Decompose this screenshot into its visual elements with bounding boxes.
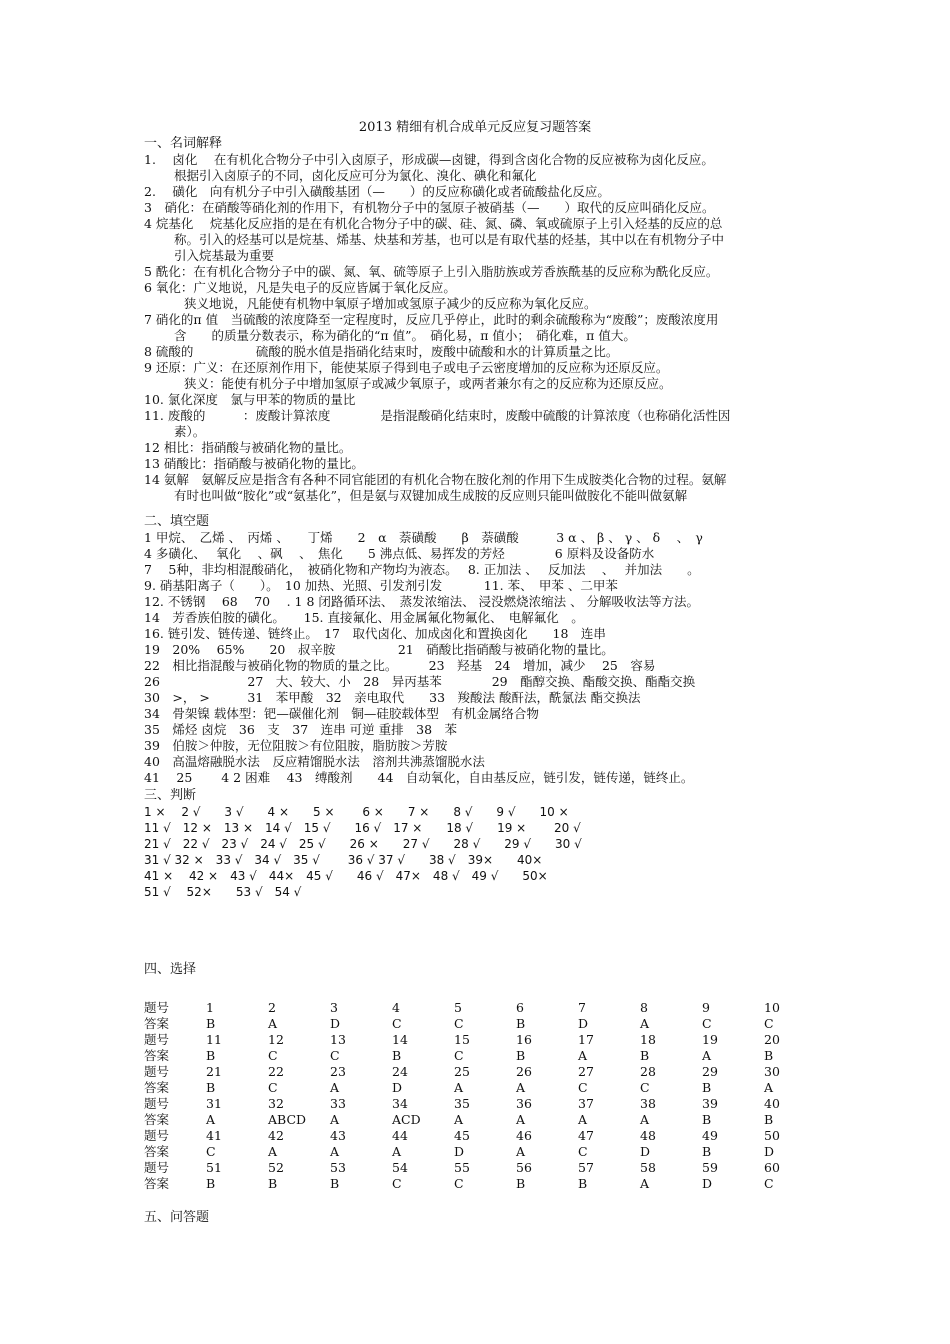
table-cell: D (330, 1016, 341, 1031)
definition-line: 14 氨解 氨解反应是指含有各种不同官能团的有机化合物在胺化剂的作用下生成胺类化合物的过程。氨解 (144, 472, 727, 487)
table-cell: 59 (702, 1160, 718, 1175)
definition-line: 13 硝酸比：指硝酸与被硝化物的量比。 (144, 456, 364, 471)
definition-line: 7 硝化的π 值 当硫酸的浓度降至一定程度时，反应几乎停止，此时的剩余硫酸称为“废酸”；废酸浓度用 (144, 312, 719, 327)
table-cell: B (392, 1048, 402, 1063)
definition-line: 称。引入的烃基可以是烷基、烯基、炔基和芳基，也可以是有取代基的烃基，其中以在有机物分子中 (174, 232, 725, 247)
row-label: 题号 (144, 1000, 170, 1015)
answer-line: 22 相比指混酸与被硝化物的物质的量之比。 23 羟基 24 增加，减少 25 容易 (144, 658, 656, 673)
table-cell: B (702, 1144, 712, 1159)
definition-line: 含 的质量分数表示，称为硝化的“π 值”。 硝化易，π 值小； 硝化难，π 值大。 (174, 328, 636, 343)
table-cell: 27 (578, 1064, 594, 1079)
answer-line: 39 伯胺＞仲胺，无位阻胺＞有位阻胺，脂肪胺＞芳胺 (144, 738, 448, 753)
table-cell: D (702, 1176, 713, 1191)
table-cell: C (206, 1144, 216, 1159)
table-cell: A (764, 1080, 774, 1095)
row-label: 题号 (144, 1064, 170, 1079)
section-heading: 五、问答题 (144, 1210, 210, 1225)
row-label: 题号 (144, 1032, 170, 1047)
table-cell: 53 (330, 1160, 346, 1175)
answer-line: 16. 链引发、链传递、链终止。 17 取代卤化、加成卤化和置换卤化 18 连串 (144, 626, 606, 641)
table-cell: B (516, 1048, 526, 1063)
row-label: 答案 (144, 1048, 170, 1063)
table-cell: C (330, 1048, 340, 1063)
table-cell: 31 (206, 1096, 222, 1111)
table-cell: B (640, 1048, 650, 1063)
document-title: 2013 精细有机合成单元反应复习题答案 (358, 120, 592, 135)
definition-line: 5 酰化：在有机化合物分子中的碳、氮、氧、硫等原子上引入脂肪族或芳香族酰基的反应称为酰化反应。 (144, 264, 719, 279)
table-cell: D (392, 1080, 403, 1095)
definition-line: 11. 废酸的 ：废酸计算浓度 是指混酸硝化结束时，废酸中硫酸的计算浓度（也称硝化活性因 (144, 408, 731, 423)
table-cell: A (702, 1048, 712, 1063)
table-row (144, 1128, 826, 1144)
definition-line: 9 还原：广义：在还原剂作用下，能使某原子得到电子或电子云密度增加的反应称为还原反应。 (144, 360, 669, 375)
table-cell: B (206, 1016, 216, 1031)
definition-line: 根据引入卤原子的不同，卤化反应可分为氯化、溴化、碘化和氟化 (174, 168, 537, 183)
definition-line: 引入烷基最为重要 (174, 248, 275, 263)
table-cell: 12 (268, 1032, 284, 1047)
table-cell: 15 (454, 1032, 470, 1047)
section-heading: 一、名词解释 (144, 136, 223, 151)
table-cell: A (454, 1080, 464, 1095)
answer-line: 1 甲烷、 乙烯 、 丙烯 、 丁烯 2 α 萘磺酸 β 萘磺酸 3 α 、 β 、 γ 、 δ 、 γ (144, 530, 703, 545)
table-cell: C (392, 1016, 402, 1031)
row-label: 答案 (144, 1176, 170, 1191)
table-cell: 17 (578, 1032, 594, 1047)
table-cell: 51 (206, 1160, 222, 1175)
table-cell: 56 (516, 1160, 532, 1175)
table-cell: 49 (702, 1128, 718, 1143)
table-cell: 6 (516, 1000, 524, 1015)
table-cell: D (578, 1016, 589, 1031)
table-cell: 4 (392, 1000, 400, 1015)
section-heading: 四、选择 (144, 962, 197, 977)
table-cell: 26 (516, 1064, 532, 1079)
answer-line: 34 骨架镍 载体型：钯—碳催化剂 铜—硅胶载体型 有机金属络合物 (144, 706, 539, 721)
table-cell: 19 (702, 1032, 718, 1047)
table-cell: 39 (702, 1096, 718, 1111)
table-cell: 30 (764, 1064, 780, 1079)
table-cell: 43 (330, 1128, 346, 1143)
table-cell: 37 (578, 1096, 594, 1111)
table-cell: C (392, 1176, 402, 1191)
table-cell: 25 (454, 1064, 470, 1079)
section-heading: 二、填空题 (144, 514, 210, 529)
table-cell: 54 (392, 1160, 408, 1175)
table-cell: 52 (268, 1160, 284, 1175)
table-cell: C (764, 1176, 774, 1191)
row-label: 题号 (144, 1160, 170, 1175)
choice-answer-table (144, 1000, 826, 1192)
table-cell: B (702, 1112, 712, 1127)
table-row (144, 1160, 826, 1176)
table-row (144, 1016, 826, 1032)
table-cell: C (702, 1016, 712, 1031)
table-cell: 21 (206, 1064, 222, 1079)
definition-line: 8 硫酸的 硫酸的脱水值是指硝化结束时，废酸中硫酸和水的计算质量之比。 (144, 344, 619, 359)
table-cell: A (516, 1112, 526, 1127)
table-cell: C (268, 1048, 278, 1063)
table-cell: 7 (578, 1000, 586, 1015)
table-cell: 50 (764, 1128, 780, 1143)
table-cell: A (640, 1016, 650, 1031)
table-cell: 22 (268, 1064, 284, 1079)
table-cell: 46 (516, 1128, 532, 1143)
table-cell: 41 (206, 1128, 222, 1143)
table-cell: C (454, 1176, 464, 1191)
table-cell: 29 (702, 1064, 718, 1079)
table-cell: A (578, 1048, 588, 1063)
table-cell: C (578, 1144, 588, 1159)
table-cell: A (516, 1144, 526, 1159)
table-cell: A (516, 1080, 526, 1095)
table-row (144, 1176, 826, 1192)
table-cell: B (206, 1176, 216, 1191)
table-cell: 11 (206, 1032, 222, 1047)
table-cell: B (206, 1048, 216, 1063)
answer-line: 7 5种，非均相混酸硝化， 被硝化物和产物均为液态。 8. 正加法 、 反加法 、 并加法 。 (144, 562, 700, 577)
answer-line: 40 高温熔融脱水法 反应精馏脱水法 溶剂共沸蒸馏脱水法 (144, 754, 485, 769)
definition-line: 6 氧化：广义地说，凡是失电子的反应皆属于氧化反应。 (144, 280, 456, 295)
table-cell: A (640, 1112, 650, 1127)
table-cell: 40 (764, 1096, 780, 1111)
table-cell: B (516, 1016, 526, 1031)
table-cell: C (454, 1048, 464, 1063)
table-cell: A (206, 1112, 216, 1127)
answer-line: 12. 不锈钢 68 70 . 1 8 闭路循环法、 蒸发浓缩法、 浸没燃烧浓缩法 、 分解吸收法等方法。 (144, 594, 700, 609)
answer-line: 30 >， > 31 苯甲酸 32 亲电取代 33 羧酸法 酸酐法，酰氯法 酯交换法 (144, 690, 641, 705)
row-label: 答案 (144, 1112, 170, 1127)
table-cell: 47 (578, 1128, 594, 1143)
table-row (144, 1064, 826, 1080)
table-cell: ACD (392, 1112, 421, 1127)
table-cell: 14 (392, 1032, 408, 1047)
table-row (144, 1032, 826, 1048)
judge-line: 31 √ 32 × 33 √ 34 √ 35 √ 36 √ 37 √ 38 √ 39× 40× (144, 853, 543, 867)
table-cell: C (578, 1080, 588, 1095)
table-cell: 34 (392, 1096, 408, 1111)
table-cell: C (764, 1016, 774, 1031)
table-row (144, 1144, 826, 1160)
table-cell: 36 (516, 1096, 532, 1111)
table-cell: 9 (702, 1000, 710, 1015)
table-row (144, 1112, 826, 1128)
table-cell: A (268, 1144, 278, 1159)
table-cell: 23 (330, 1064, 346, 1079)
section-true-false (144, 788, 824, 900)
table-cell: B (764, 1112, 774, 1127)
answer-line: 41 25 4 2 困难 43 缚酸剂 44 自动氧化，自由基反应，链引发，链传递，链终止。 (144, 770, 694, 785)
table-cell: 2 (268, 1000, 276, 1015)
definition-line: 素）。 (174, 424, 206, 439)
answer-line: 4 多磺化、 氧化 、砜 、 焦化 5 沸点低、易挥发的芳烃 6 原料及设备防水 (144, 546, 655, 561)
table-cell: D (454, 1144, 465, 1159)
table-cell: D (640, 1144, 651, 1159)
answer-line: 14 芳香族伯胺的磺化。 15. 直接氟化、用金属氟化物氟化、 电解氟化 。 (144, 610, 584, 625)
table-cell: B (268, 1176, 278, 1191)
table-cell: A (640, 1176, 650, 1191)
table-cell: 60 (764, 1160, 780, 1175)
table-cell: 55 (454, 1160, 470, 1175)
table-cell: 10 (764, 1000, 780, 1015)
table-cell: 16 (516, 1032, 532, 1047)
table-cell: 44 (392, 1128, 408, 1143)
table-cell: 13 (330, 1032, 346, 1047)
answer-line: 35 烯烃 卤烷 36 支 37 连串 可逆 重排 38 苯 (144, 722, 458, 737)
definition-line: 2. 磺化 向有机分子中引入磺酸基团（— ）的反应称磺化或者硫酸盐化反应。 (144, 184, 610, 199)
table-cell: 35 (454, 1096, 470, 1111)
table-cell: 33 (330, 1096, 346, 1111)
table-cell: 32 (268, 1096, 284, 1111)
table-cell: 5 (454, 1000, 462, 1015)
table-cell: 42 (268, 1128, 284, 1143)
table-cell: B (516, 1176, 526, 1191)
table-cell: 48 (640, 1128, 656, 1143)
table-cell: 57 (578, 1160, 594, 1175)
answer-line: 26 27 大、较大、小 28 异丙基苯 29 酯醇交换、酯酸交换、酯酯交换 (144, 674, 696, 689)
table-cell: 28 (640, 1064, 656, 1079)
table-row (144, 1048, 826, 1064)
table-cell: 24 (392, 1064, 408, 1079)
table-cell: C (454, 1016, 464, 1031)
table-cell: A (330, 1080, 340, 1095)
table-cell: C (640, 1080, 650, 1095)
answer-line: 19 20% 65% 20 叔辛胺 21 硝酸比指硝酸与被硝化物的量比。 (144, 642, 614, 657)
table-cell: 3 (330, 1000, 338, 1015)
definition-line: 狭义地说，凡能使有机物中氧原子增加或氢原子减少的反应称为氧化反应。 (184, 296, 597, 311)
definition-line: 3 硝化：在硝酸等硝化剂的作用下，有机物分子中的氢原子被硝基（— ）取代的反应叫硝化反应。 (144, 200, 715, 215)
judge-line: 21 √ 22 √ 23 √ 24 √ 25 √ 26 × 27 √ 28 √ 29 √ 30 √ (144, 837, 582, 851)
table-cell: C (268, 1080, 278, 1095)
table-cell: A (268, 1016, 278, 1031)
definition-line: 12 相比：指硝酸与被硝化物的量比。 (144, 440, 352, 455)
table-cell: 18 (640, 1032, 656, 1047)
table-row (144, 1080, 826, 1096)
definition-line: 4 烷基化 烷基化反应指的是在有机化合物分子中的碳、硅、氮、磷、氧或硫原子上引入烃基的反应的总 (144, 216, 723, 231)
table-cell: B (206, 1080, 216, 1095)
table-cell: A (392, 1144, 402, 1159)
table-row (144, 1000, 826, 1016)
table-cell: B (764, 1048, 774, 1063)
definition-line: 10. 氯化深度 氯与甲苯的物质的量比 (144, 392, 356, 407)
definition-line: 有时也叫做“胺化”或“氨基化”，但是氨与双键加成生成胺的反应则只能叫做胺化不能叫做氨解 (174, 488, 688, 503)
table-cell: A (330, 1144, 340, 1159)
table-cell: B (330, 1176, 340, 1191)
table-row (144, 1096, 826, 1112)
row-label: 题号 (144, 1128, 170, 1143)
section-definitions (144, 136, 824, 504)
row-label: 答案 (144, 1144, 170, 1159)
table-cell: B (702, 1080, 712, 1095)
table-cell: ABCD (268, 1112, 307, 1127)
row-label: 答案 (144, 1016, 170, 1031)
table-cell: D (764, 1144, 775, 1159)
section-heading: 三、判断 (144, 788, 197, 803)
table-cell: 38 (640, 1096, 656, 1111)
judge-line: 1 × 2 √ 3 √ 4 × 5 × 6 × 7 × 8 √ 9 √ 10 × (144, 805, 569, 819)
answer-line: 9. 硝基阳离子（ ）。 10 加热、光照、引发剂引发 11. 苯、 甲苯 、二甲苯 (144, 578, 618, 593)
table-cell: 45 (454, 1128, 470, 1143)
table-cell: 1 (206, 1000, 214, 1015)
table-cell: B (578, 1176, 588, 1191)
table-cell: 58 (640, 1160, 656, 1175)
table-cell: A (578, 1112, 588, 1127)
definition-line: 1. 卤化 在有机化合物分子中引入卤原子，形成碳—卤键，得到含卤化合物的反应被称为卤化反应。 (144, 152, 714, 167)
judge-line: 51 √ 52× 53 √ 54 √ (144, 885, 302, 899)
judge-line: 11 √ 12 × 13 × 14 √ 15 √ 16 √ 17 × 18 √ 19 × 20 √ (144, 821, 581, 835)
row-label: 答案 (144, 1080, 170, 1095)
definition-line: 狭义：能使有机分子中增加氢原子或减少氧原子，或两者兼尔有之的反应称为还原反应。 (184, 376, 672, 391)
judge-line: 41 × 42 × 43 √ 44× 45 √ 46 √ 47× 48 √ 49 √ 50× (144, 869, 548, 883)
table-cell: A (330, 1112, 340, 1127)
table-cell: 8 (640, 1000, 648, 1015)
table-cell: 20 (764, 1032, 780, 1047)
row-label: 题号 (144, 1096, 170, 1111)
section-fill-blanks (144, 514, 824, 786)
table-cell: A (454, 1112, 464, 1127)
